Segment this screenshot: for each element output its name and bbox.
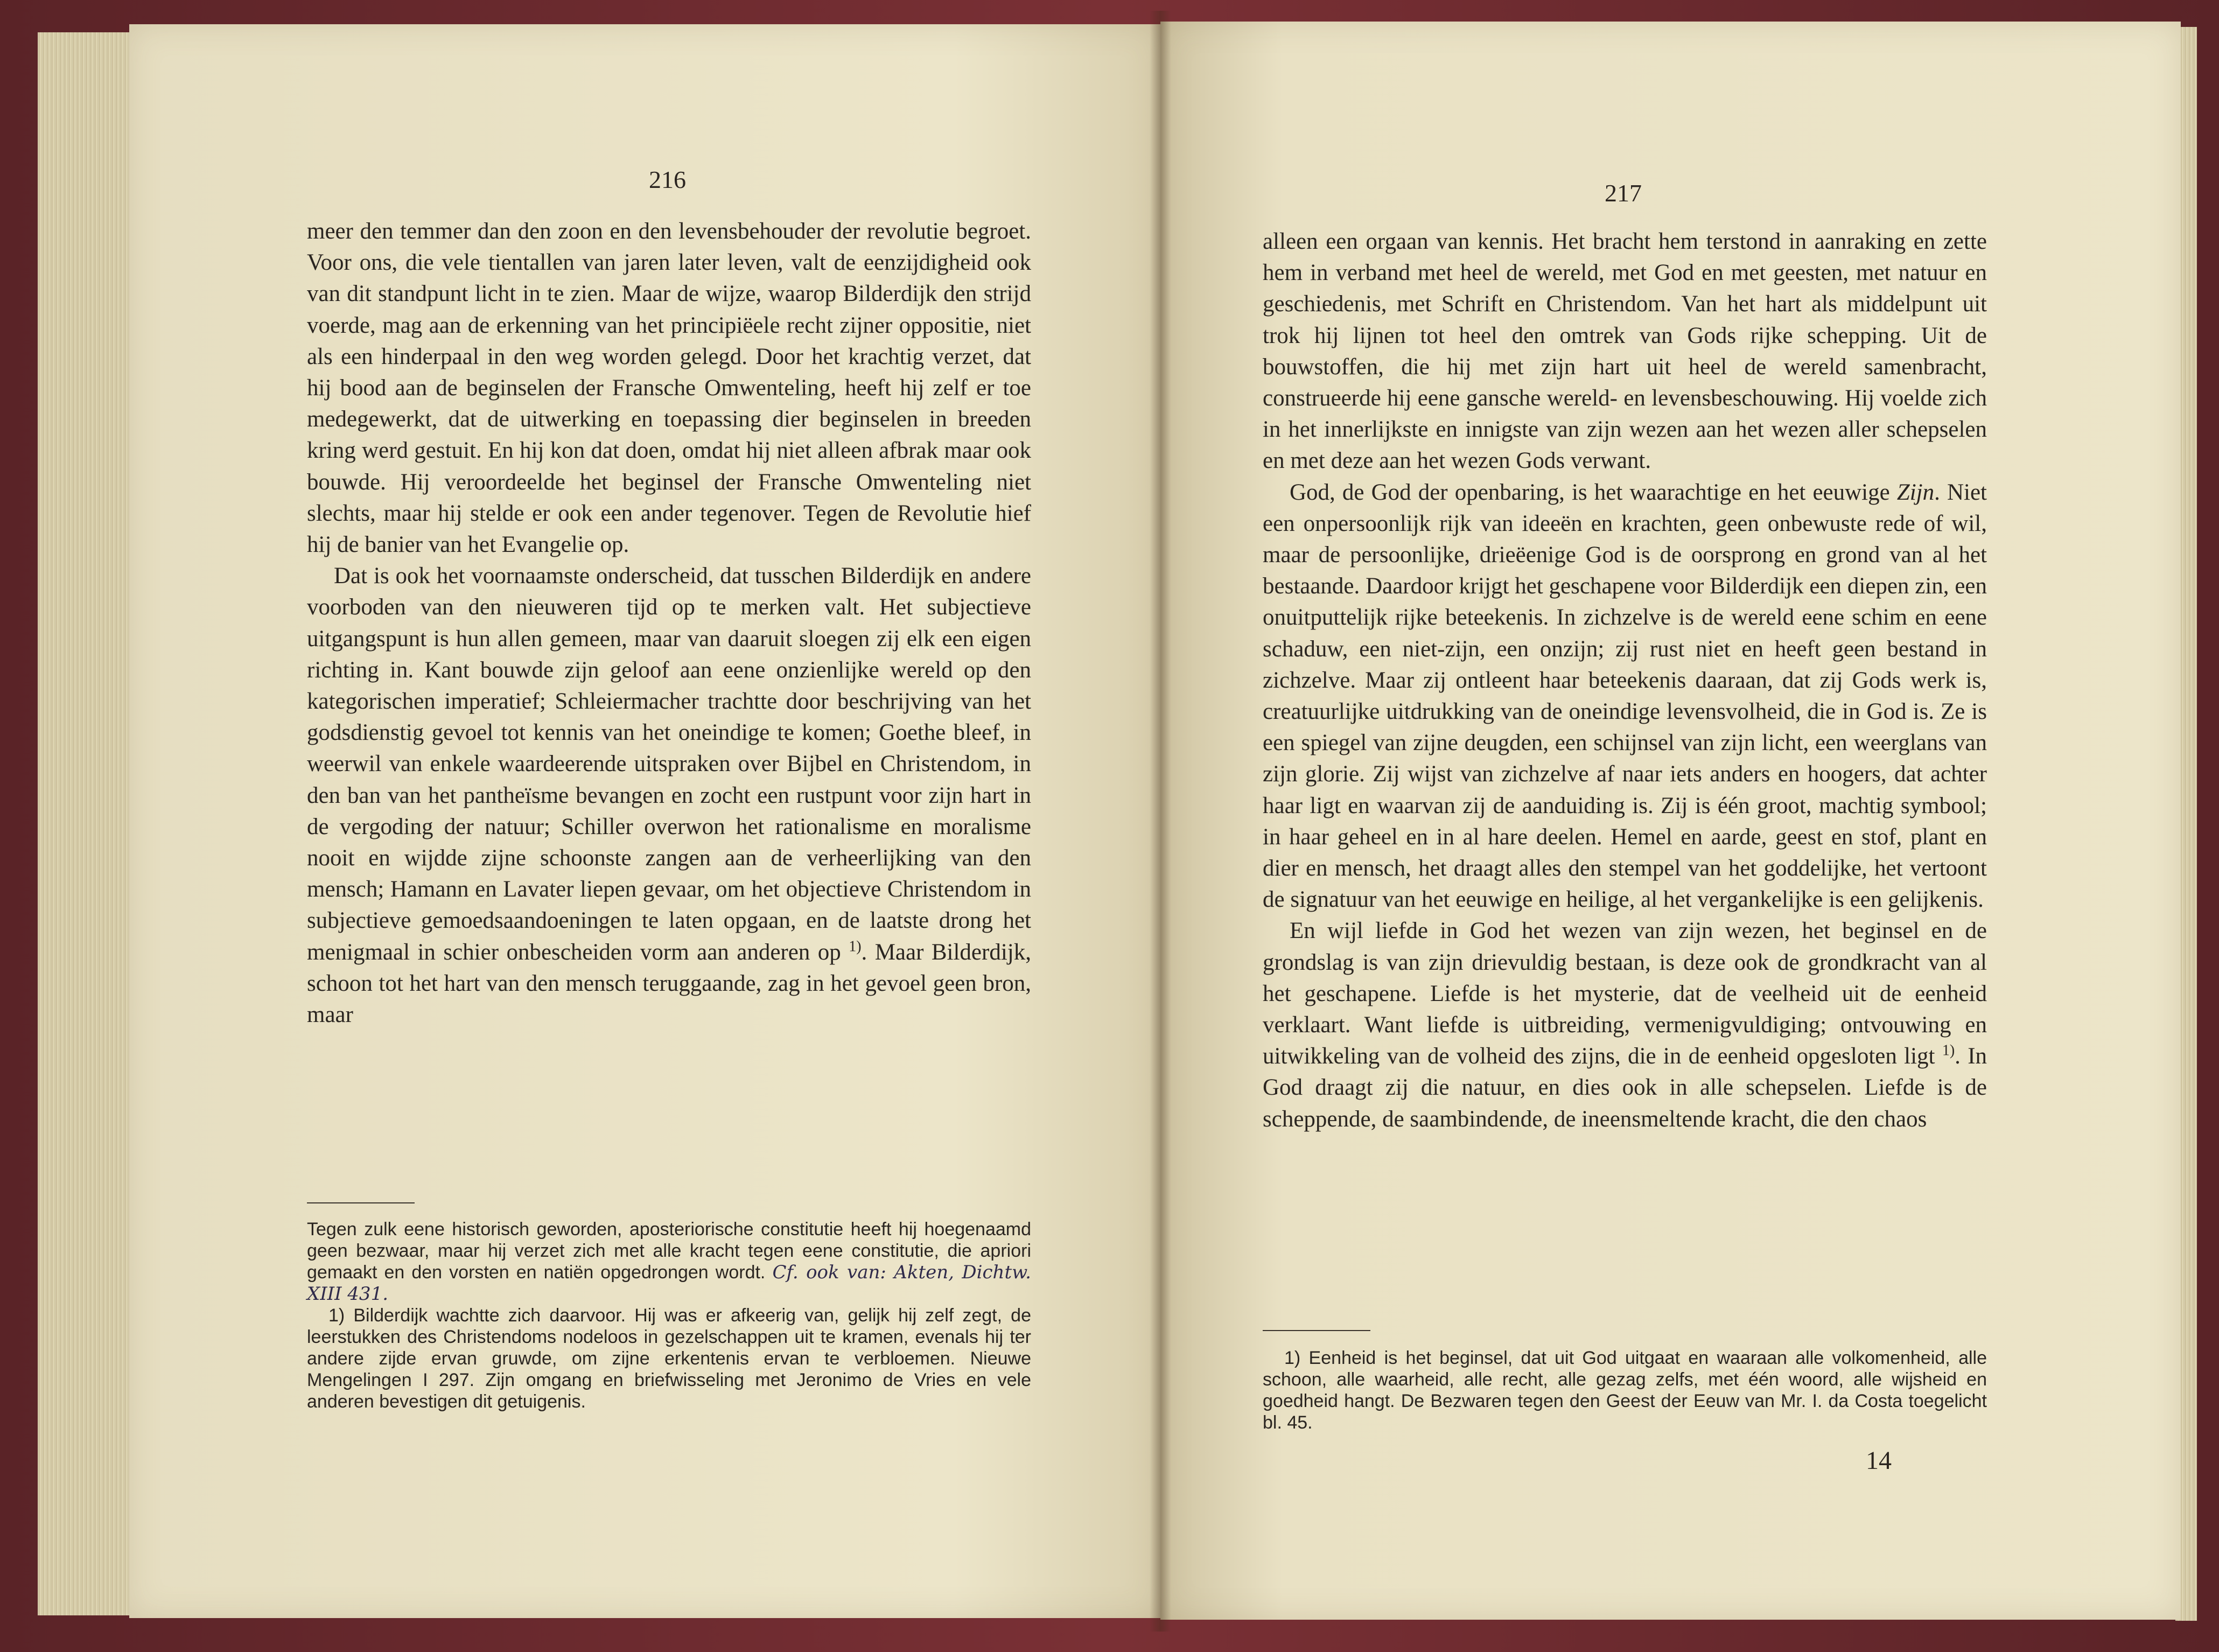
left-paragraph-1: meer den temmer dan den zoon en den levensbehouder der revolutie begroet. Voor ons, die vele tientallen van jaren later leven, valt de eenzijdigheid ook van dit standpunt licht in te zien. Maar de wijze, waarop Bilderdijk den strijd voerde, mag aan de erkenning van het principiëele recht zijner oppositie, niet als een hinderpaal in den weg worden gelegd. Door het krachtig verzet, dat hij bood aan de beginselen der Fransche Omwenteling, heeft hij zelf er toe medegewerkt, dat de uitwerking en toepassing dier beginselen in breeden kring werd gestuit. En hij kon dat doen, omdat hij niet alleen afbrak maar ook bouwde. Hij veroordeelde het beginsel der Fransche Omwenteling niet slechts, maar hij stelde er ook een ander tegenover. Tegen de Revolutie hief hij de banier van het Evangelie op. (307, 219, 1031, 558)
right-body-text (1263, 226, 1987, 1135)
signature-mark: 14 (1866, 1446, 1892, 1475)
footnote-divider (1263, 1330, 1370, 1331)
footnote-ref: 1) (849, 938, 862, 955)
right-paragraph-2 (1263, 477, 1987, 916)
footnote-ref: 1) (1942, 1042, 1955, 1059)
right-paragraph-3-end: . In God draagt zij die natuur, en dies ook in alle schepselen. Liefde is de scheppende, de saambindende, de ineensmeltende kracht, die den chaos (1263, 1044, 1987, 1132)
right-paragraph-3-start: En wijl liefde in God het wezen van zijn wezen, het beginsel en de grondslag is van zijn drievuldig bestaan, is deze ook de grondkracht van al het geschapene. Liefde is het mysterie, dat de veelheid uit de eenheid verklaart. Want liefde is uitbreiding, vermenigvuldiging; ontvouwing en uitwikkeling van de volheid des zijns, die in de eenheid opgesloten ligt (1263, 918, 1987, 1069)
left-page-edges (38, 32, 140, 1615)
left-footnotes (307, 1219, 1031, 1412)
page-number: 216 (649, 166, 686, 193)
right-paragraph-2-text: . Niet een onpersoonlijk rijk van ideeën en krachten, geen onbewuste rede of wil, maar de persoonlijke, drieëenige God is de oorsprong en grond van al het bestaande. Daardoor krijgt het geschapene voor Bilderdijk een diepen zin, een onuitputtelijk rijke beteekenis. In zichzelve is de wereld eene schim en eene schaduw, een niet-zijn, een onzijn; zij rust niet en heeft geen bestand in zichzelve. Maar zij ontleent haar beteekenis daaraan, dat zij Gods werk is, creatuurlijke uitdrukking van de oneindige levensvolheid, die in God is. Ze is een spiegel van zijne deugden, een schijnsel van zijn licht, een weerglans van zijn glorie. Zij wijst van zichzelve af naar iets anders en hoogers, dat achter haar ligt en waarvan zij de aanduiding is. Zij is één groot, machtig symbool; in haar geheel en in al hare deelen. Hemel en aarde, geest en stof, plant en dier en mensch, het draagt alles den stempel van het goddelijke, het vertoont de signatuur van het eeuwige en heilige, al het vergankelijke is een gelijkenis. (1263, 479, 1987, 913)
left-page (129, 24, 1160, 1618)
page-number: 217 (1605, 179, 1642, 207)
right-page (1160, 22, 2181, 1620)
book-gutter (1150, 11, 1171, 1632)
footnote-continuation-text: Tegen zulk eene historisch geworden, aposteriorische constitutie heeft hij hoegenaamd geen bezwaar, maar hij verzet zich met alle kracht tegen eene constitutie, die apriori gemaakt en den vorsten en natiën opgedrongen wordt. (307, 1219, 1031, 1283)
left-paragraph-2 (307, 561, 1031, 1031)
footnote-divider (307, 1202, 415, 1203)
right-paragraph-3 (1263, 915, 1987, 1135)
right-paragraph-2-start: God, de God der openbaring, is het waarachtige en het eeuwige (1290, 479, 1890, 505)
left-paragraph-2-text: Dat is ook het voornaamste onderscheid, dat tusschen Bilderdijk en andere voorboden van den nieuweren tijd op te merken valt. Het subjectieve uitgangspunt is hun allen gemeen, maar van daaruit sloegen zij elk een eigen richting in. Kant bouwde zijn geloof aan eene onzienlijke wereld op den kategorischen imperatief; Schleiermacher trachtte door beschrijving van het godsdienstig gevoel tot kennis van het oneindige te komen; Goethe bleef, in weerwil van enkele waardeerende uitspraken over Bijbel en Christendom, in den ban van het pantheïsme bevangen en zocht een rustpunt voor zijn hart in de vergoding der natuur; Schiller overwon het rationalisme en moralisme nooit en wijdde zijne schoonste zangen aan de verheerlijking van den mensch; Hamann en Lavater liepen gevaar, om het objectieve Christendom in subjectieve gemoedsaandoeningen te laten opgaan, en de laatste drong het menigmaal in schier onbescheiden vorm aan anderen op (307, 563, 1031, 965)
footnote-1: 1) Bilderdijk wachtte zich daarvoor. Hij was er afkeerig van, gelijk hij zelf zegt, de leerstukken des Christendoms nodeloos in gezelschappen uit te kramen, evenals hij ter andere zijde ervan gruwde, om zijne erkentenis ervan te verbloemen. Nieuwe Mengelingen I 297. Zijn omgang en briefwisseling met Jeronimo de Vries en vele anderen bevestigen dit getuigenis. (307, 1305, 1031, 1412)
footnote-continuation (307, 1219, 1031, 1305)
right-paragraph-2-italic: Zijn (1896, 479, 1935, 505)
right-paragraph-1: alleen een orgaan van kennis. Het bracht hem terstond in aanraking en zette hem in verband met heel de wereld, met God en met geesten, met natuur en geschiedenis, met Schrift en Christendom. Van het hart als middelpunt uit trok hij lijnen tot heel den omtrek van Gods rijke schepping. Uit de bouwstoffen, die hij met zijn hart uit heel de wereld samenbracht, construeerde hij eene gansche wereld- en levensbeschouwing. Hij voelde zich in het innerlijkste en innigste van zijn wezen aan het wezen aller schepselen en met deze aan het wezen Gods verwant. (1263, 229, 1987, 474)
left-paragraph-2-end: . Maar Bilderdijk, schoon tot het hart van den mensch teruggaande, zag in het gevoel geen bron, maar (307, 939, 1031, 1028)
right-footnotes (1263, 1347, 1987, 1433)
footnote-1: 1) Eenheid is het beginsel, dat uit God uitgaat en waaraan alle volkomenheid, alle schoon, alle waarheid, alle recht, alle gezag zelfs, met één woord, alle wijsheid en goedheid hangt. De Bezwaren tegen den Geest der Eeuw van Mr. I. da Costa toegelicht bl. 45. (1263, 1348, 1987, 1433)
handwritten-note: Cf. ook van: Akten, Dichtw. XIII 431. (307, 1262, 1031, 1305)
left-body-text (307, 216, 1031, 1031)
